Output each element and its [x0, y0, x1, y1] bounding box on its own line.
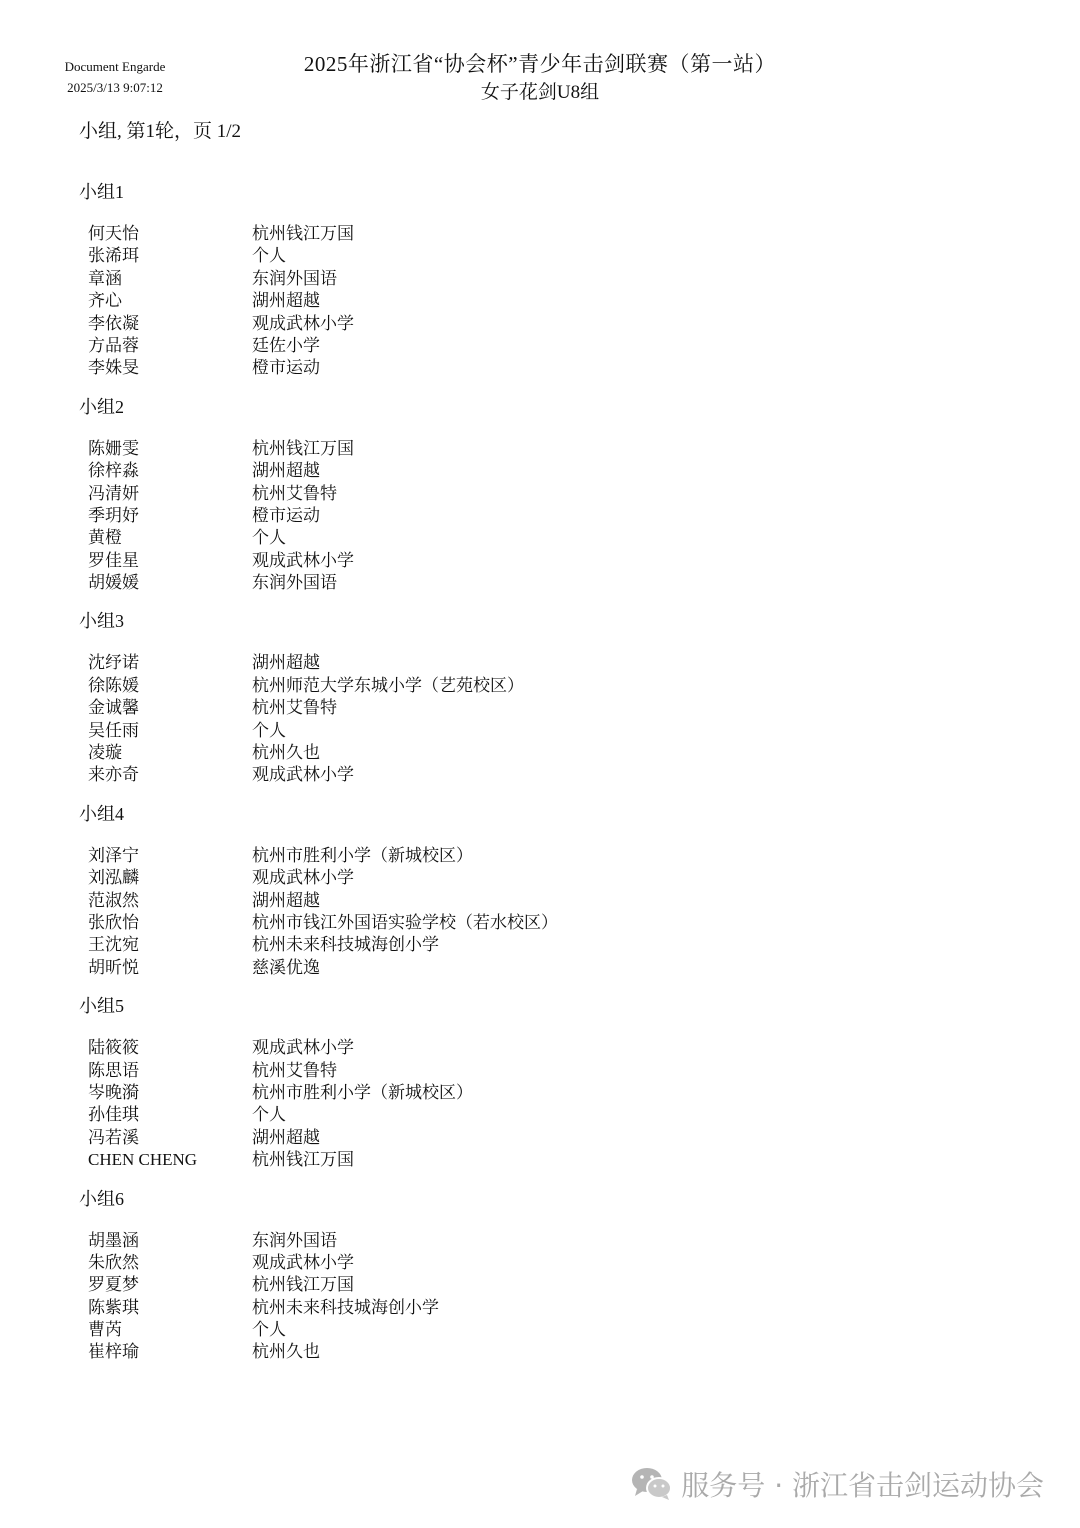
fencer-name: 王沈宛 [88, 935, 139, 955]
fencer-club: 橙市运动 [252, 358, 320, 378]
fencer-name: 齐心 [88, 291, 122, 311]
fencer-row [79, 1252, 979, 1274]
fencer-club: 杭州钱江万国 [252, 224, 354, 243]
fencer-club: 慈溪优逸 [252, 957, 320, 977]
pool-group [79, 393, 979, 595]
fencer-club: 杭州市胜利小学（新城校区） [252, 1082, 473, 1102]
fencer-row [79, 1082, 979, 1104]
fencer-name: 陈思语 [88, 1060, 139, 1080]
event-title: 2025年浙江省“协会杯”青少年击剑联赛（第一站） [303, 52, 777, 76]
fencer-club: 观成武林小学 [252, 313, 354, 333]
fencer-club: 橙市运动 [252, 505, 320, 525]
fencer-club: 个人 [252, 1105, 286, 1125]
fencer-row [79, 1037, 979, 1059]
fencer-club: 观成武林小学 [252, 868, 354, 888]
watermark [631, 1462, 1044, 1506]
fencer-club: 杭州久也 [252, 743, 320, 763]
fencer-name: 孙佳琪 [88, 1105, 139, 1125]
fencer-row [79, 675, 979, 697]
fencer-name: 罗夏梦 [88, 1275, 139, 1295]
fencer-row [79, 1274, 979, 1296]
fencer-row [79, 357, 979, 379]
fencer-club: 杭州艾鲁特 [252, 1060, 337, 1080]
fencer-name: 胡昕悦 [88, 957, 139, 977]
pool-title: 小组2 [79, 396, 124, 417]
print-timestamp: 2025/3/13 9:07:12 [67, 80, 163, 95]
pool-title: 小组6 [79, 1188, 124, 1209]
fencer-club: 东润外国语 [252, 573, 337, 593]
fencer-name: 岑晚漪 [88, 1082, 139, 1102]
fencer-club: 观成武林小学 [252, 765, 354, 785]
fencer-row [79, 527, 979, 549]
watermark-text: 服务号 · 浙江省击剑运动协会 [681, 1469, 1044, 1502]
fencer-club: 湖州超越 [252, 653, 320, 673]
fencer-name: 张浠珥 [88, 246, 139, 266]
fencer-club: 杭州艾鲁特 [252, 698, 337, 718]
pool-title: 小组5 [79, 996, 124, 1017]
fencer-name: 胡墨涵 [88, 1230, 139, 1250]
fencer-club: 湖州超越 [252, 890, 320, 910]
fencer-club: 杭州钱江万国 [252, 1150, 354, 1170]
fencer-row [79, 483, 979, 505]
fencer-name: 吴任雨 [88, 720, 139, 740]
fencer-row [79, 720, 979, 742]
fencer-club: 个人 [252, 720, 286, 740]
fencer-name: 陆筱筱 [88, 1038, 139, 1058]
event-subtitle: 女子花剑U8组 [480, 82, 600, 103]
fencer-row [79, 550, 979, 572]
fencer-club: 观成武林小学 [252, 1252, 354, 1272]
fencer-name: 李姝旻 [88, 358, 139, 378]
fencer-row [79, 1060, 979, 1082]
fencer-club: 个人 [252, 1320, 286, 1340]
fencer-row [79, 697, 979, 719]
fencer-row [79, 742, 979, 764]
fencer-name: 李依凝 [88, 313, 139, 333]
fencer-club: 杭州钱江万国 [252, 1275, 354, 1295]
fencer-club: 杭州未来科技城海创小学 [252, 935, 439, 955]
fencer-row [79, 1297, 979, 1319]
fencer-name: 朱欣然 [88, 1252, 139, 1272]
fencer-name: CHEN CHENG [88, 1150, 198, 1170]
fencer-name: 罗佳星 [88, 550, 139, 570]
fencer-club: 观成武林小学 [252, 550, 354, 570]
fencer-name: 冯若溪 [88, 1127, 139, 1147]
fencer-row [79, 268, 979, 290]
fencer-row [79, 845, 979, 867]
fencer-row [79, 890, 979, 912]
fencer-row [79, 1127, 979, 1149]
pool-group [79, 992, 979, 1171]
fencer-row [79, 505, 979, 527]
fencer-name: 徐梓淼 [88, 461, 139, 481]
fencer-name: 曹芮 [88, 1320, 122, 1340]
fencer-row [79, 764, 979, 786]
fencer-name: 张欣怡 [88, 912, 139, 932]
fencer-row [79, 313, 979, 335]
fencer-row [79, 223, 979, 245]
wechat-icon [631, 1466, 673, 1502]
fencer-club: 湖州超越 [252, 461, 320, 481]
fencer-club: 杭州久也 [252, 1342, 320, 1362]
fencer-club: 观成武林小学 [252, 1038, 354, 1058]
fencer-club: 杭州艾鲁特 [252, 483, 337, 503]
fencer-name: 黄橙 [88, 528, 122, 548]
fencer-row [79, 934, 979, 956]
fencer-row [79, 957, 979, 979]
fencer-club: 杭州师范大学东城小学（艺苑校区） [252, 675, 524, 695]
fencer-name: 凌璇 [88, 743, 122, 763]
fencer-club: 湖州超越 [252, 291, 320, 311]
document-header [240, 50, 840, 108]
fencer-name: 何天怡 [88, 224, 139, 243]
fencer-row [79, 1230, 979, 1252]
fencer-row [79, 1319, 979, 1341]
fencer-row [79, 1341, 979, 1363]
fencer-club: 个人 [252, 528, 286, 548]
fencer-row [79, 245, 979, 267]
pool-list [79, 178, 979, 1377]
fencer-name: 刘泓麟 [88, 868, 139, 888]
fencer-name: 来亦奇 [88, 765, 139, 785]
fencer-name: 陈紫琪 [88, 1297, 139, 1317]
fencer-club: 东润外国语 [252, 1230, 337, 1250]
fencer-row [79, 290, 979, 312]
pool-title: 小组3 [79, 611, 124, 632]
fencer-row [79, 1149, 979, 1171]
fencer-name: 沈纾诺 [88, 653, 139, 673]
fencer-club: 杭州未来科技城海创小学 [252, 1297, 439, 1317]
fencer-club: 东润外国语 [252, 268, 337, 288]
fencer-club: 杭州市胜利小学（新城校区） [252, 845, 473, 865]
fencer-club: 廷佐小学 [252, 335, 320, 355]
fencer-name: 范淑然 [88, 890, 139, 910]
pool-title: 小组4 [79, 803, 124, 824]
fencer-club: 湖州超越 [252, 1127, 320, 1147]
fencer-name: 冯清妍 [88, 483, 139, 503]
pool-group [79, 800, 979, 979]
fencer-row [79, 912, 979, 934]
fencer-row [79, 335, 979, 357]
fencer-row [79, 867, 979, 889]
document-meta [50, 56, 180, 98]
pool-group [79, 1185, 979, 1364]
fencer-name: 章涵 [88, 268, 122, 288]
fencer-name: 方品蓉 [88, 335, 139, 355]
pool-group [79, 178, 979, 380]
fencer-name: 胡媛媛 [88, 573, 139, 593]
pool-title: 小组1 [79, 182, 124, 202]
fencer-name: 徐陈媛 [88, 675, 139, 695]
fencer-row [79, 460, 979, 482]
fencer-name: 季玥妤 [88, 505, 139, 525]
fencer-name: 陈姗雯 [88, 438, 139, 458]
fencer-name: 刘泽宁 [88, 845, 139, 865]
fencer-row [79, 652, 979, 674]
pool-group [79, 607, 979, 786]
fencer-row [79, 572, 979, 594]
fencer-name: 崔梓瑜 [88, 1342, 139, 1362]
software-label: Document Engarde [64, 59, 166, 74]
fencer-club: 个人 [252, 246, 286, 266]
fencer-name: 金诚馨 [88, 698, 139, 718]
fencer-club: 杭州钱江万国 [252, 438, 354, 458]
fencer-row [79, 1104, 979, 1126]
round-info: 小组, 第1轮，页 1/2 [79, 121, 242, 142]
fencer-club: 杭州市钱江外国语实验学校（若水校区） [252, 912, 558, 932]
fencer-row [79, 438, 979, 460]
